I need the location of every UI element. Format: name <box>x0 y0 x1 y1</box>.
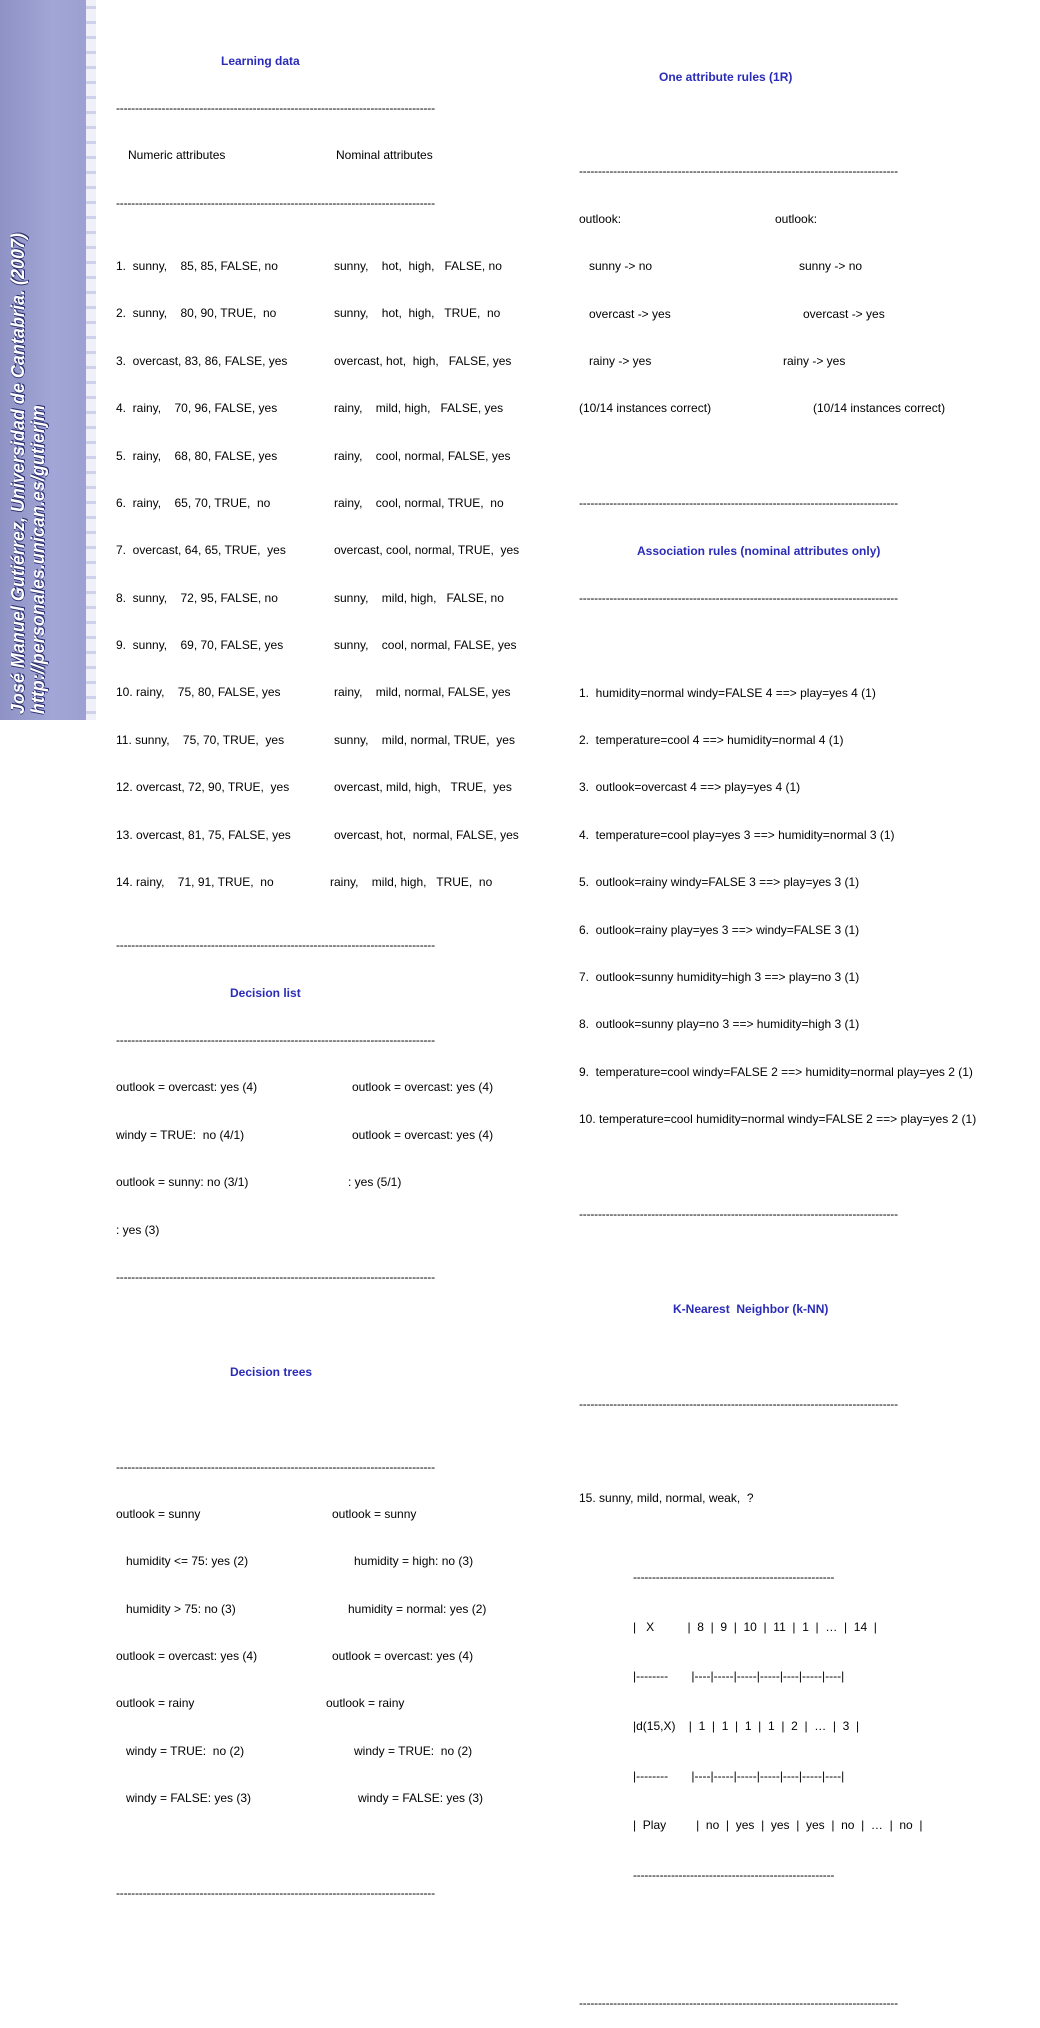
one-r-title: One attribute rules (1R) <box>659 69 793 84</box>
nominal-row: sunny, hot, high, TRUE, no <box>334 306 501 321</box>
table-row <box>116 875 546 891</box>
nominal-row: overcast, hot, high, FALSE, yes <box>334 353 512 368</box>
list-item <box>579 259 1019 275</box>
spacer <box>116 1412 546 1428</box>
table-row <box>116 543 546 559</box>
list-item <box>116 1223 546 1239</box>
separator: ------------------------------------------------------------------------------------ <box>116 195 435 210</box>
separator: ----------------------------------------------------- <box>633 1867 835 1882</box>
spacer <box>579 638 1019 654</box>
numeric-row: 6. rainy, 65, 70, TRUE, no <box>116 495 271 510</box>
numeric-row: 8. sunny, 72, 95, FALSE, no <box>116 590 278 605</box>
table-row <box>116 259 546 275</box>
nominal-row: rainy, mild, normal, FALSE, yes <box>334 685 511 700</box>
separator: ----------------------------------------------------- <box>633 1570 835 1585</box>
separator: ------------------------------------------------------------------------------------ <box>116 1459 435 1474</box>
tree-left: outlook = rainy <box>116 1696 195 1711</box>
list-item <box>116 1744 546 1760</box>
numeric-row: 3. overcast, 83, 86, FALSE, yes <box>116 353 288 368</box>
spacer <box>579 1254 1019 1270</box>
rule-right: sunny -> no <box>789 259 863 274</box>
separator: ------------------------------------------------------------------------------------ <box>579 496 898 511</box>
list-item: 6. outlook=rainy play=yes 3 ==> windy=FALSE 3 (1) <box>579 922 860 937</box>
rule-right: overcast -> yes <box>793 306 885 321</box>
spacer <box>579 1444 1019 1460</box>
spacer <box>579 1160 1019 1176</box>
rule-right: outlook = overcast: yes (4) <box>352 1127 494 1142</box>
tree-right: outlook = overcast: yes (4) <box>332 1649 474 1664</box>
rule-left: outlook = sunny: no (3/1) <box>116 1175 249 1190</box>
list-item <box>116 1602 546 1618</box>
list-item: 4. temperature=cool play=yes 3 ==> humidity=normal 3 (1) <box>579 827 895 842</box>
rule-left: rainy -> yes <box>579 353 652 368</box>
nominal-row: sunny, cool, normal, FALSE, yes <box>334 638 517 653</box>
decision-trees-title: Decision trees <box>230 1364 313 1379</box>
list-item <box>579 401 1019 417</box>
table-row <box>116 591 546 607</box>
tree-right: humidity = normal: yes (2) <box>338 1601 487 1616</box>
table-row <box>116 496 546 512</box>
tree-left: humidity <= 75: yes (2) <box>116 1554 249 1569</box>
separator: ------------------------------------------------------------------------------------ <box>116 1269 435 1284</box>
tree-right: humidity = high: no (3) <box>344 1554 474 1569</box>
numeric-row: 11. sunny, 75, 70, TRUE, yes <box>116 732 285 747</box>
learning-data-title: Learning data <box>221 53 300 68</box>
table-row <box>116 780 546 796</box>
table-row <box>116 685 546 701</box>
table-row <box>116 354 546 370</box>
rule-left: sunny -> no <box>579 259 653 274</box>
rule-right: : yes (5/1) <box>348 1175 402 1190</box>
knn-query: 15. sunny, mild, normal, weak, ? <box>579 1491 754 1506</box>
list-item <box>579 354 1019 370</box>
spacer <box>116 1839 546 1855</box>
tree-right: outlook = sunny <box>332 1506 417 1521</box>
separator: ------------------------------------------------------------------------------------ <box>579 164 898 179</box>
spacer <box>116 1317 546 1333</box>
table-row: |-------- |----|-----|-----|-----|----|-----|----| <box>633 1669 845 1684</box>
numeric-row: 2. sunny, 80, 90, TRUE, no <box>116 306 277 321</box>
rule-left: : yes (3) <box>116 1222 160 1237</box>
list-item: 1. humidity=normal windy=FALSE 4 ==> play=yes 4 (1) <box>579 685 876 700</box>
nominal-row: sunny, mild, high, FALSE, no <box>334 590 504 605</box>
list-item: 7. outlook=sunny humidity=high 3 ==> play=no 3 (1) <box>579 970 860 985</box>
nominal-header: Nominal attributes <box>336 148 433 163</box>
learning-headers <box>116 148 546 164</box>
association-title: Association rules (nominal attributes only) <box>637 543 881 558</box>
table-row <box>116 449 546 465</box>
rule-left: windy = TRUE: no (4/1) <box>116 1127 245 1142</box>
table-row <box>116 733 546 749</box>
table-row: |-------- |----|-----|-----|-----|----|-----|----| <box>633 1768 845 1783</box>
numeric-row: 9. sunny, 69, 70, FALSE, yes <box>116 638 284 653</box>
numeric-header: Numeric attributes <box>128 148 226 163</box>
spacer <box>579 1349 1019 1365</box>
list-item <box>116 1791 546 1807</box>
list-item: 9. temperature=cool windy=FALSE 2 ==> humidity=normal play=yes 2 (1) <box>579 1064 973 1079</box>
separator: ------------------------------------------------------------------------------------ <box>579 1396 898 1411</box>
numeric-row: 13. overcast, 81, 75, FALSE, yes <box>116 827 291 842</box>
list-item: 10. temperature=cool humidity=normal windy=FALSE 2 ==> play=yes 2 (1) <box>579 1112 977 1127</box>
table-row: | Play | no | yes | yes | yes | no | … | no | <box>633 1818 923 1833</box>
rule-right: outlook: <box>775 211 818 226</box>
tree-left: outlook = sunny <box>116 1506 201 1521</box>
list-item <box>579 212 1019 228</box>
separator: ------------------------------------------------------------------------------------ <box>116 100 435 115</box>
separator: ------------------------------------------------------------------------------------ <box>579 1206 898 1221</box>
list-item <box>116 1696 546 1712</box>
nominal-row: rainy, mild, high, FALSE, yes <box>334 401 504 416</box>
table-row: |d(15,X) | 1 | 1 | 1 | 1 | 2 | … | 3 | <box>633 1719 860 1734</box>
nominal-row: overcast, hot, normal, FALSE, yes <box>334 827 519 842</box>
nominal-row: overcast, cool, normal, TRUE, yes <box>334 543 520 558</box>
numeric-row: 4. rainy, 70, 96, FALSE, yes <box>116 401 278 416</box>
list-item: 8. outlook=sunny play=no 3 ==> humidity=high 3 (1) <box>579 1017 860 1032</box>
spacer <box>579 1949 1019 1965</box>
nominal-row: sunny, mild, normal, TRUE, yes <box>334 732 515 747</box>
sidebar-banner <box>0 0 96 720</box>
right-column <box>579 38 1019 2028</box>
author-line: José Manuel Gutiérrez, Universidad de Cantabria. (2007) <box>8 232 28 714</box>
numeric-row: 10. rainy, 75, 80, FALSE, yes <box>116 685 281 700</box>
nominal-row: rainy, cool, normal, TRUE, no <box>334 495 504 510</box>
knn-title: K-Nearest Neighbor (k-NN) <box>673 1301 829 1316</box>
rule-right: rainy -> yes <box>773 353 846 368</box>
list-item: 5. outlook=rainy windy=FALSE 3 ==> play=yes 3 (1) <box>579 875 860 890</box>
numeric-row: 1. sunny, 85, 85, FALSE, no <box>116 258 278 273</box>
list-item <box>116 1128 546 1144</box>
separator: ------------------------------------------------------------------------------------ <box>579 590 898 605</box>
rule-left: outlook: <box>579 211 622 226</box>
numeric-row: 7. overcast, 64, 65, TRUE, yes <box>116 543 286 558</box>
rule-left: outlook = overcast: yes (4) <box>116 1080 258 1095</box>
separator: ------------------------------------------------------------------------------------ <box>116 938 435 953</box>
table-row <box>116 401 546 417</box>
numeric-row: 14. rainy, 71, 91, TRUE, no <box>116 875 274 890</box>
tree-left: windy = FALSE: yes (3) <box>116 1791 252 1806</box>
decorative-edge <box>86 0 96 720</box>
nominal-row: rainy, cool, normal, FALSE, yes <box>334 448 511 463</box>
author-url: http://personales.unican.es/gutierjm <box>28 404 48 714</box>
list-item: 2. temperature=cool 4 ==> humidity=normal 4 (1) <box>579 733 844 748</box>
list-item: 3. outlook=overcast 4 ==> play=yes 4 (1) <box>579 780 801 795</box>
list-item <box>579 307 1019 323</box>
list-item <box>116 1649 546 1665</box>
numeric-row: 12. overcast, 72, 90, TRUE, yes <box>116 780 290 795</box>
tree-right: windy = TRUE: no (2) <box>344 1743 473 1758</box>
table-row <box>116 828 546 844</box>
tree-left: humidity > 75: no (3) <box>116 1601 236 1616</box>
tree-right: windy = FALSE: yes (3) <box>348 1791 484 1806</box>
tree-right: outlook = rainy <box>326 1696 405 1711</box>
list-item <box>116 1175 546 1191</box>
numeric-row: 5. rainy, 68, 80, FALSE, yes <box>116 448 278 463</box>
list-item <box>116 1080 546 1096</box>
rule-left: (10/14 instances correct) <box>579 401 712 416</box>
spacer <box>579 449 1019 465</box>
table-row <box>116 306 546 322</box>
nominal-row: sunny, hot, high, FALSE, no <box>334 258 502 273</box>
nominal-row: overcast, mild, high, TRUE, yes <box>334 780 512 795</box>
separator: ------------------------------------------------------------------------------------ <box>116 1886 435 1901</box>
author-credit <box>8 233 48 714</box>
list-item <box>116 1507 546 1523</box>
nominal-row: rainy, mild, high, TRUE, no <box>330 875 493 890</box>
rule-right: (10/14 instances correct) <box>813 401 946 416</box>
table-row <box>116 638 546 654</box>
table-row: | X | 8 | 9 | 10 | 11 | 1 | … | 14 | <box>633 1619 877 1634</box>
list-item <box>116 1554 546 1570</box>
spacer <box>579 117 1019 133</box>
knn-table <box>579 1539 1019 1918</box>
decision-list-title: Decision list <box>230 985 301 1000</box>
separator: ------------------------------------------------------------------------------------ <box>579 1996 898 2011</box>
tree-left: windy = TRUE: no (2) <box>116 1743 245 1758</box>
rule-left: overcast -> yes <box>579 306 671 321</box>
separator: ------------------------------------------------------------------------------------ <box>116 1033 435 1047</box>
tree-left: outlook = overcast: yes (4) <box>116 1649 258 1664</box>
left-column <box>116 22 546 1918</box>
rule-right: outlook = overcast: yes (4) <box>352 1080 494 1095</box>
